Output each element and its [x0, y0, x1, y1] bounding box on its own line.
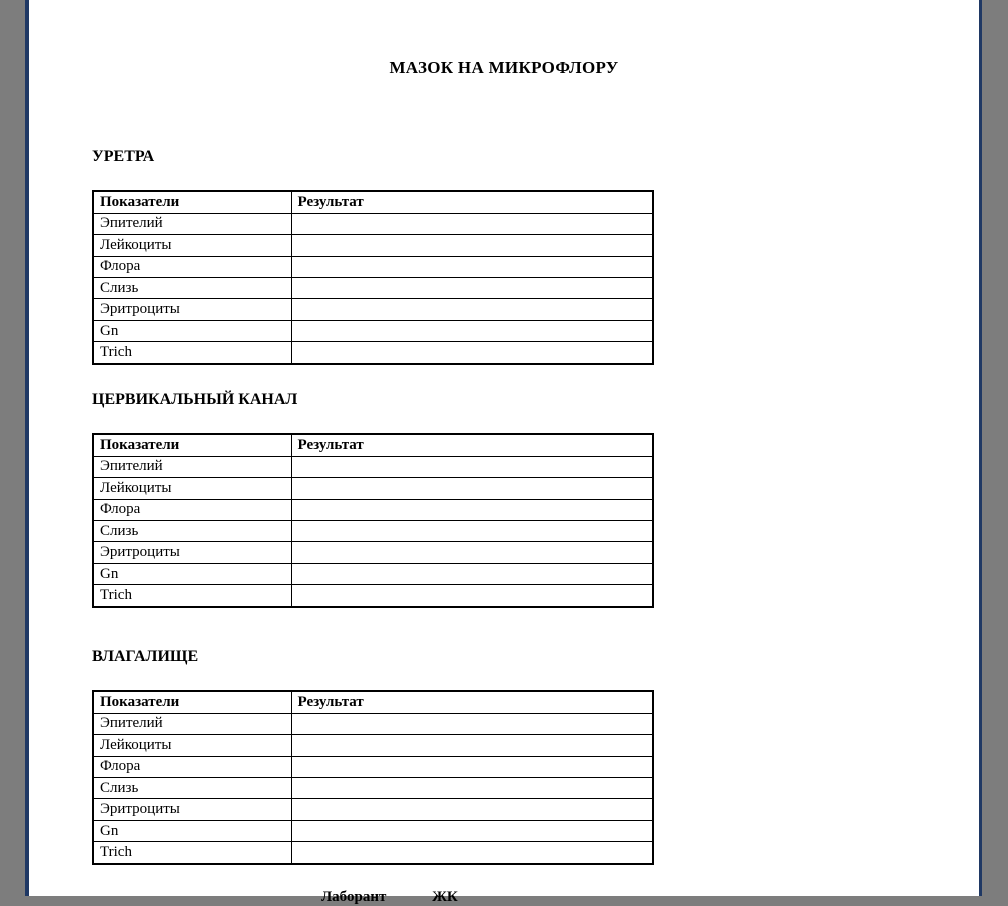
- row-label-cell: Эпителий: [93, 713, 291, 734]
- results-table-vagina: [92, 690, 654, 865]
- row-label-cell: Эпителий: [93, 213, 291, 234]
- table-row: [93, 520, 653, 541]
- footer-partial-text: Лаборант ЖК: [321, 889, 458, 905]
- table-row: [93, 585, 653, 607]
- table-row: [93, 320, 653, 341]
- row-label-cell: Эритроциты: [93, 542, 291, 563]
- row-label-cell: Trich: [93, 842, 291, 864]
- result-cell: [291, 713, 653, 734]
- result-cell: [291, 213, 653, 234]
- result-cell: [291, 499, 653, 520]
- column-header-indicator: Показатели: [93, 691, 291, 713]
- column-header-result: Результат: [291, 691, 653, 713]
- result-cell: [291, 342, 653, 364]
- result-cell: [291, 478, 653, 499]
- result-cell: [291, 235, 653, 256]
- result-cell: [291, 585, 653, 607]
- row-label-cell: Trich: [93, 585, 291, 607]
- row-label-cell: Лейкоциты: [93, 478, 291, 499]
- section-heading-cervical-canal: ЦЕРВИКАЛЬНЫЙ КАНАЛ: [92, 391, 298, 408]
- result-cell: [291, 777, 653, 798]
- table-header-row: [93, 191, 653, 213]
- result-cell: [291, 256, 653, 277]
- table-row: [93, 277, 653, 298]
- column-header-result: Результат: [291, 191, 653, 213]
- result-cell: [291, 542, 653, 563]
- result-cell: [291, 735, 653, 756]
- table-row: [93, 478, 653, 499]
- row-label-cell: Флора: [93, 256, 291, 277]
- document-title: МАЗОК НА МИКРОФЛОРУ: [389, 58, 619, 77]
- table-row: [93, 735, 653, 756]
- table-row: [93, 563, 653, 584]
- table-row: [93, 235, 653, 256]
- table-row: [93, 713, 653, 734]
- table-row: [93, 756, 653, 777]
- table-row: [93, 256, 653, 277]
- result-cell: [291, 320, 653, 341]
- row-label-cell: Эритроциты: [93, 299, 291, 320]
- section-heading-urethra: УРЕТРА: [92, 148, 155, 165]
- row-label-cell: Слизь: [93, 777, 291, 798]
- result-cell: [291, 456, 653, 477]
- table-row: [93, 777, 653, 798]
- table-header-row: [93, 691, 653, 713]
- column-header-indicator: Показатели: [93, 434, 291, 456]
- row-label-cell: Флора: [93, 499, 291, 520]
- results-table-cervical-canal: [92, 433, 654, 608]
- row-label-cell: Эритроциты: [93, 799, 291, 820]
- result-cell: [291, 820, 653, 841]
- row-label-cell: Лейкоциты: [93, 735, 291, 756]
- result-cell: [291, 563, 653, 584]
- results-table-urethra: [92, 190, 654, 365]
- table-row: [93, 542, 653, 563]
- table-row: [93, 299, 653, 320]
- row-label-cell: Trich: [93, 342, 291, 364]
- table-row: [93, 456, 653, 477]
- row-label-cell: Gn: [93, 563, 291, 584]
- document-page: [25, 0, 982, 905]
- column-header-indicator: Показатели: [93, 191, 291, 213]
- result-cell: [291, 756, 653, 777]
- table-header-row: [93, 434, 653, 456]
- result-cell: [291, 799, 653, 820]
- table-row: [93, 213, 653, 234]
- row-label-cell: Gn: [93, 820, 291, 841]
- result-cell: [291, 277, 653, 298]
- row-label-cell: Gn: [93, 320, 291, 341]
- row-label-cell: Слизь: [93, 520, 291, 541]
- row-label-cell: Эпителий: [93, 456, 291, 477]
- result-cell: [291, 842, 653, 864]
- table-row: [93, 799, 653, 820]
- table-row: [93, 842, 653, 864]
- row-label-cell: Флора: [93, 756, 291, 777]
- section-heading-vagina: ВЛАГАЛИЩЕ: [92, 648, 199, 665]
- table-row: [93, 820, 653, 841]
- column-header-result: Результат: [291, 434, 653, 456]
- table-row: [93, 342, 653, 364]
- row-label-cell: Лейкоциты: [93, 235, 291, 256]
- result-cell: [291, 299, 653, 320]
- row-label-cell: Слизь: [93, 277, 291, 298]
- table-row: [93, 499, 653, 520]
- result-cell: [291, 520, 653, 541]
